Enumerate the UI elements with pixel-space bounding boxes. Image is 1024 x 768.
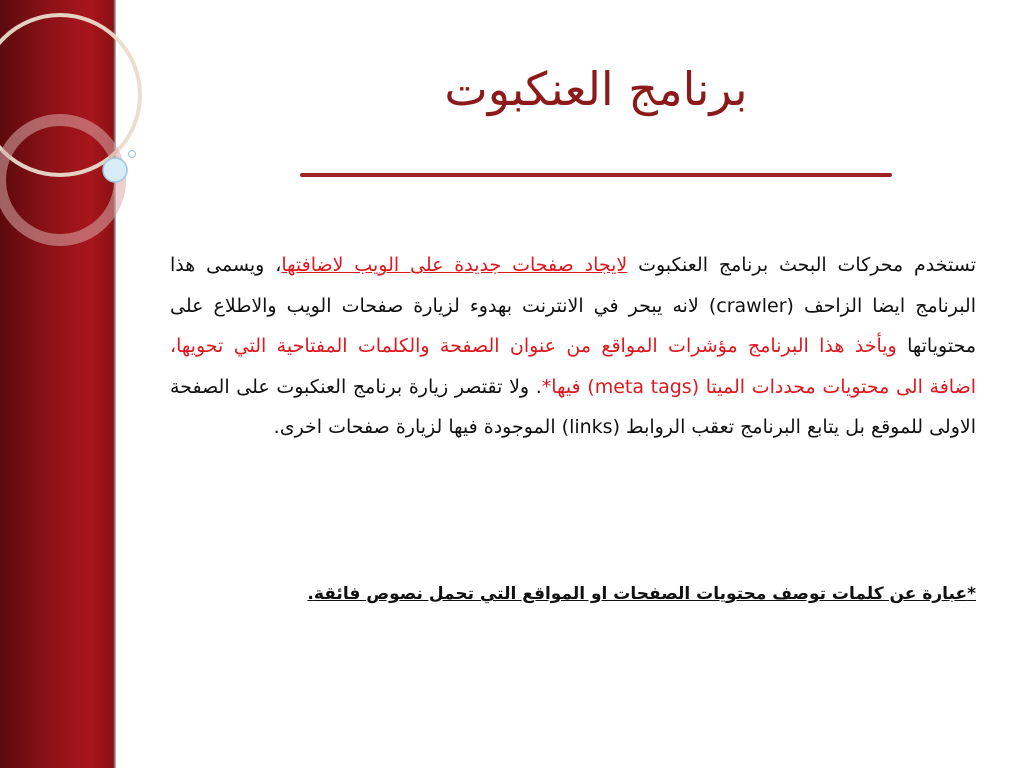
- bubble-large: [103, 158, 127, 182]
- ring-medium: [0, 120, 120, 240]
- footnote-star: *: [967, 584, 976, 604]
- paragraph-text-2: ، ويسمى هذا البرنامج ايضا الزاحف (crawler) لانه يبحر في الانترنت بهدوء لزيارة صفحات الويب والاطلاع على محتوياتها: [170, 254, 976, 357]
- decorative-rings: [0, 0, 180, 300]
- paragraph-text-1: تستخدم محركات البحث برنامج العنكبوت: [627, 254, 977, 276]
- slide-title: برنامج العنكبوت: [444, 62, 748, 116]
- paragraph-text-3: . ولا تقتصر زيارة برنامج العنكبوت على الصفحة الاولى للموقع بل يتابع البرنامج تعقب الروابط (links) الموجودة فيها لزيارة صفحات اخرى.: [170, 375, 976, 438]
- footnote: [170, 576, 976, 612]
- title-underline: [300, 173, 892, 177]
- body-paragraph: [170, 245, 976, 448]
- paragraph-highlight-underlined: لايجاد صفحات جديدة على الويب لاضافتها: [281, 254, 628, 276]
- bubble-small: [129, 151, 136, 158]
- paragraph-highlight: ويأخذ هذا البرنامج مؤشرات المواقع من عنوان الصفحة والكلمات المفتاحية التي تحويها، اضافة الى محتويات محددات الميتا (meta tags) فيها*: [170, 335, 976, 398]
- footnote-end: .: [307, 584, 314, 604]
- footnote-text: عبارة عن كلمات توصف محتويات الصفحات او المواقع التي تحمل نصوص فائقة: [313, 584, 968, 604]
